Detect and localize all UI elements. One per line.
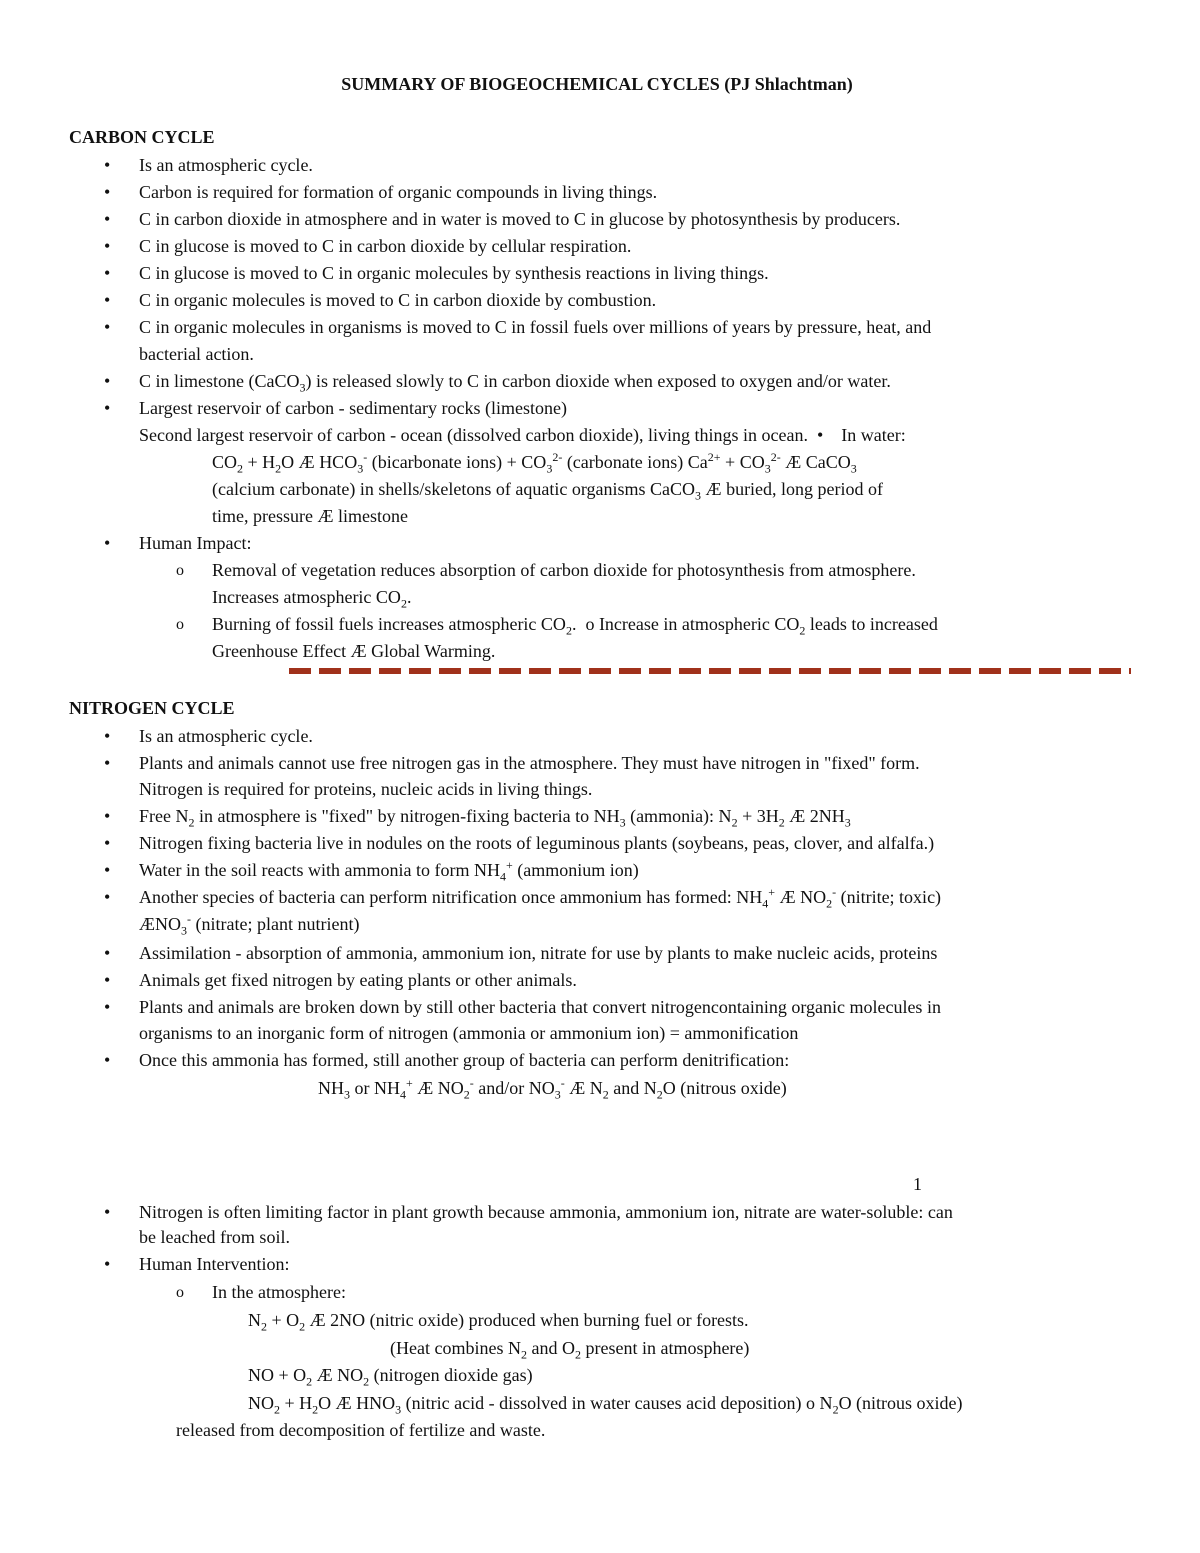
reaction-3: $NO_2 + H_2O$ Æ $HNO_3$ (nitric acid - dissolved in water causes acid deposition) o $N_2O$ (nitrous oxide) <box>248 1393 963 1417</box>
bullet: • <box>104 1202 111 1222</box>
document-title: SUMMARY OF BIOGEOCHEMICAL CYCLES (PJ Shlachtman) <box>341 74 853 94</box>
bullet: • <box>816 425 824 445</box>
arrow-symbol: Æ <box>705 479 722 499</box>
arrow-symbol: Æ <box>316 1365 333 1385</box>
bullet: • <box>104 970 111 990</box>
bullet: • <box>104 997 111 1017</box>
arrow-symbol: Æ <box>309 1310 326 1330</box>
carbon-line-5: C in glucose is moved to C in organic molecules by synthesis reactions in living things. <box>139 263 769 283</box>
in-the-atmosphere: In the atmosphere: <box>212 1282 346 1302</box>
arrow-symbol: Æ <box>139 914 156 934</box>
bullet: • <box>104 1254 111 1274</box>
denitrification-equation: $NH_3$ or $NH_4^+$ Æ $NO_2^-$ and/or $NO_3^-$ Æ $N_2$ and $N_2O$ (nitrous oxide) <box>318 1076 787 1102</box>
carbon-impact-1b: Increases atmospheric $CO_2$. <box>212 587 412 611</box>
carbon-line-4: C in glucose is moved to C in carbon dioxide by cellular respiration. <box>139 236 632 256</box>
sub-bullet: o <box>176 1284 184 1301</box>
bullet: • <box>104 371 111 391</box>
bullet: • <box>104 726 111 746</box>
bullet: • <box>104 833 111 853</box>
carbon-line-8: C in limestone (CaCO$_3$) is released slowly to C in carbon dioxide when exposed to oxygen and/or water. <box>139 371 891 395</box>
nitrogen-line-10: Once this ammonia has formed, still another group of bacteria can perform denitrification: <box>139 1050 790 1070</box>
nitrogen-line-7: Assimilation - absorption of ammonia, ammonium ion, nitrate for use by plants to make nucleic acids, proteins <box>139 943 938 963</box>
arrow-symbol: Æ <box>779 887 796 907</box>
reaction-2: NO + $O_2$ Æ $NO_2$ (nitrogen dioxide gas) <box>248 1365 533 1389</box>
bullet: • <box>104 398 111 418</box>
carbon-line-9a: Largest reservoir of carbon - sedimentary rocks (limestone) <box>139 398 568 418</box>
page-number: 1 <box>913 1174 922 1194</box>
bullet: • <box>104 860 111 880</box>
nitrogen-line-5: Water in the soil reacts with ammonia to form $NH_4^+$ (ammonium ion) <box>139 858 639 884</box>
carbon-line-9b: Second largest reservoir of carbon - ocean (dissolved carbon dioxide), living things in ocean. • In water: <box>139 425 906 445</box>
nitrogen-line-1: Is an atmospheric cycle. <box>139 726 313 746</box>
arrow-symbol: Æ <box>785 452 802 472</box>
carbon-impact-2b: Greenhouse Effect Æ Global Warming. <box>212 641 496 661</box>
nitrogen-line-3: Free $N_2$ in atmosphere is "fixed" by nitrogen-fixing bacteria to $NH_3$ (ammonia): $N_2 + 3H_2$ Æ $2NH_3$ <box>139 806 851 830</box>
sub-bullet: o <box>176 562 184 579</box>
bullet: • <box>104 887 111 907</box>
carbon-equation-2: (calcium carbonate) in shells/skeletons of aquatic organisms CaCO$_3$ Æ buried, long period of <box>212 479 884 503</box>
bullet: • <box>104 236 111 256</box>
bullet: • <box>104 263 111 283</box>
bullet: • <box>104 753 111 773</box>
bullet: • <box>104 317 111 337</box>
nitrogen-line-4: Nitrogen fixing bacteria live in nodules on the roots of leguminous plants (soybeans, peas, clover, and alfalfa.) <box>139 833 935 853</box>
bullet: • <box>104 209 111 229</box>
bullet: • <box>104 155 111 175</box>
nitrogen-line-2a: Plants and animals cannot use free nitrogen gas in the atmosphere. They must have nitrogen in "fixed" form. <box>139 753 920 773</box>
carbon-impact-2a: Burning of fossil fuels increases atmospheric $CO_2$. o Increase in atmospheric $CO_2$ leads to increased <box>212 614 938 638</box>
arrow-symbol: Æ <box>569 1078 586 1098</box>
nitrogen-line-9b: organisms to an inorganic form of nitrogen (ammonia or ammonium ion) = ammonification <box>139 1023 799 1043</box>
nitrogen-human-intervention: Human Intervention: <box>139 1254 290 1274</box>
sub-bullet: o <box>176 616 184 633</box>
bullet: • <box>104 806 111 826</box>
carbon-impact-1a: Removal of vegetation reduces absorption of carbon dioxide for photosynthesis from atmosphere. <box>212 560 916 580</box>
nitrogen-cycle-heading: NITROGEN CYCLE <box>69 698 235 718</box>
nitrogen-line-2b: Nitrogen is required for proteins, nucleic acids in living things. <box>139 779 593 799</box>
arrow-symbol: Æ <box>350 641 367 661</box>
carbon-equation-3: time, pressure Æ limestone <box>212 506 408 526</box>
bullet: • <box>104 533 111 553</box>
carbon-line-6: C in organic molecules is moved to C in carbon dioxide by combustion. <box>139 290 657 310</box>
carbon-equation-1: $CO_2 + H_2O$ Æ $HCO_3^-$ (bicarbonate ions) + $CO_3^{2-}$ (carbonate ions) $Ca^{2+} + CO_3^{2-}$ Æ CaCO$_3$ <box>212 450 857 476</box>
bullet: • <box>104 943 111 963</box>
nitrogen-line-9a: Plants and animals are broken down by still other bacteria that convert nitrogencontaining organic molecules in <box>139 997 941 1017</box>
bullet: • <box>104 290 111 310</box>
bullet: • <box>104 1050 111 1070</box>
arrow-symbol: Æ <box>417 1078 434 1098</box>
reaction-1-note: (Heat combines $N_2$ and $O_2$ present in atmosphere) <box>390 1338 750 1362</box>
carbon-line-7a: C in organic molecules in organisms is moved to C in fossil fuels over millions of years by pressure, heat, and <box>139 317 932 337</box>
reaction-1: $N_2 + O_2$ Æ 2NO (nitric oxide) produced when burning fuel or forests. <box>248 1310 749 1334</box>
carbon-cycle-heading: CARBON CYCLE <box>69 127 215 147</box>
arrow-symbol: Æ <box>317 506 334 526</box>
carbon-line-1: Is an atmospheric cycle. <box>139 155 313 175</box>
arrow-symbol: Æ <box>335 1393 352 1413</box>
nitrogen-line-11b: be leached from soil. <box>139 1227 290 1247</box>
nitrogen-line-11a: Nitrogen is often limiting factor in plant growth because ammonia, ammonium ion, nitrate are water-soluble: can <box>139 1202 953 1222</box>
bullet: • <box>104 182 111 202</box>
arrow-symbol: Æ <box>789 806 806 826</box>
nitrogen-line-8: Animals get fixed nitrogen by eating plants or other animals. <box>139 970 577 990</box>
reaction-3-continued: released from decomposition of fertilize and waste. <box>176 1420 546 1440</box>
section-divider <box>289 668 1131 674</box>
carbon-line-3: C in carbon dioxide in atmosphere and in water is moved to C in glucose by photosynthesis by producers. <box>139 209 901 229</box>
carbon-line-7b: bacterial action. <box>139 344 254 364</box>
arrow-symbol: Æ <box>298 452 315 472</box>
nitrogen-line-6a: Another species of bacteria can perform nitrification once ammonium has formed: $NH_4^+$ Æ $NO_2^-$ (nitrite; toxic) <box>139 885 942 911</box>
nitrogen-line-6b: $ÆNO_3^-$ (nitrate; plant nutrient) <box>139 912 360 938</box>
carbon-line-2: Carbon is required for formation of organic compounds in living things. <box>139 182 658 202</box>
carbon-human-impact: Human Impact: <box>139 533 252 553</box>
